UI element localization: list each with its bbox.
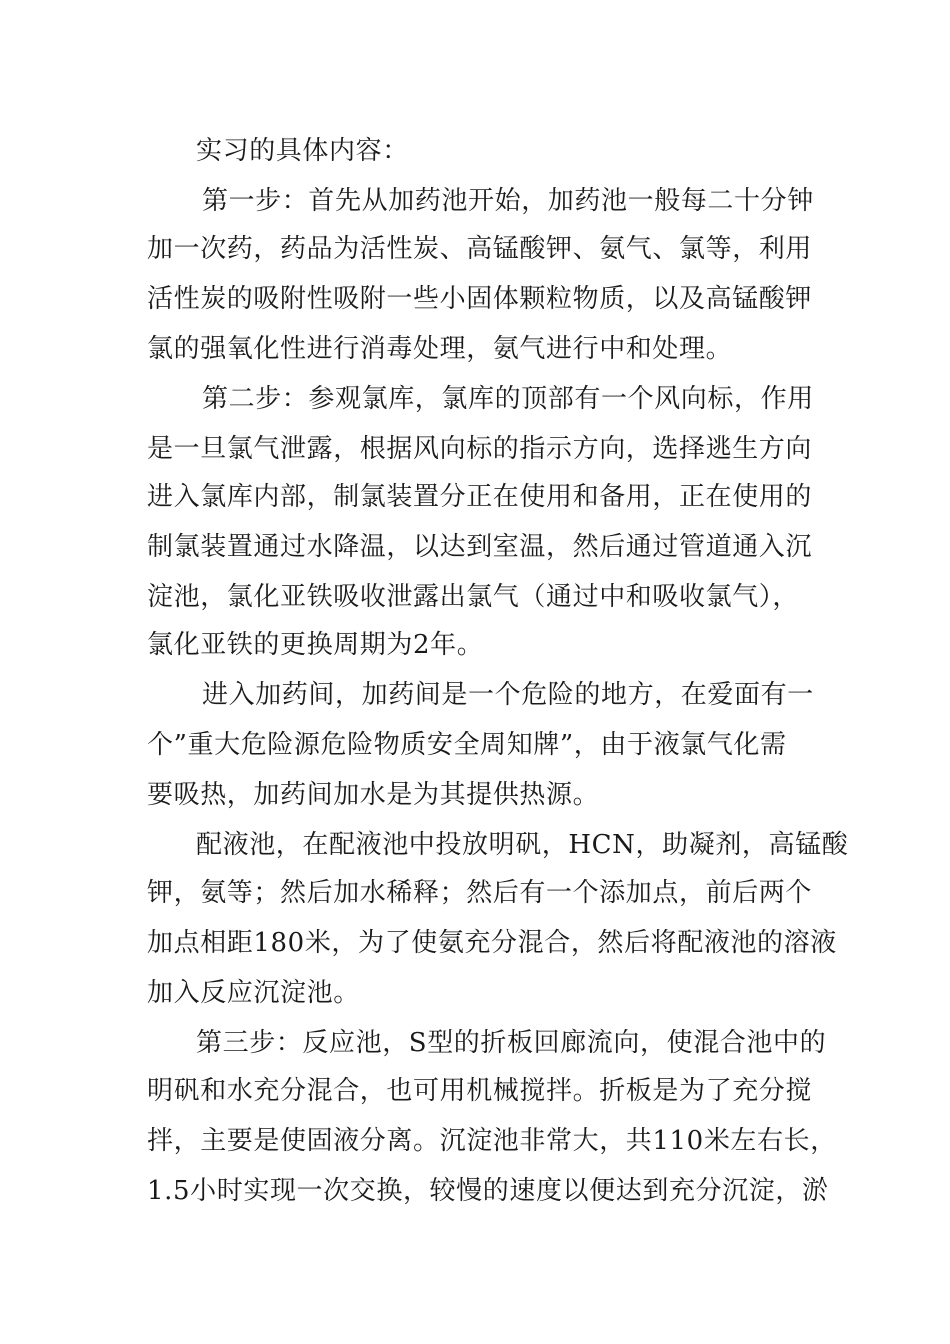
paragraph-mixing-tank-line: 加入反应沉淀池。 bbox=[147, 978, 360, 1008]
paragraph-dosing-room-line: 进入加药间，加药间是一个危险的地方，在爱面有一 bbox=[202, 680, 814, 710]
paragraph-step2-line: 淀池，氯化亚铁吸收泄露出氯气（通过中和吸收氯气）， bbox=[147, 582, 800, 612]
paragraph-step2-line: 第二步：参观氯库，氯库的顶部有一个风向标，作用 bbox=[202, 384, 814, 414]
paragraph-step3-line: 第三步：反应池，S型的折板回廊流向，使混合池中的 bbox=[196, 1028, 827, 1058]
paragraph-dosing-room-line: 要吸热，加药间加水是为其提供热源。 bbox=[147, 780, 600, 810]
paragraph-mixing-tank-line: 配液池，在配液池中投放明矾，HCN，助凝剂，高锰酸 bbox=[196, 830, 849, 860]
paragraph-step3-line: 拌，主要是使固液分离。沉淀池非常大，共110米左右长， bbox=[147, 1126, 837, 1156]
paragraph-step1-line: 活性炭的吸附性吸附一些小固体颗粒物质，以及高锰酸钾 bbox=[147, 284, 813, 314]
paragraph-step3-line: 明矾和水充分混合，也可用机械搅拌。折板是为了充分搅 bbox=[147, 1076, 813, 1106]
paragraph-mixing-tank-line: 钾，氨等；然后加水稀释；然后有一个添加点，前后两个 bbox=[147, 878, 813, 908]
paragraph-step2-line: 进入氯库内部，制氯装置分正在使用和备用，正在使用的 bbox=[147, 482, 813, 512]
section-heading: 实习的具体内容： bbox=[196, 136, 409, 166]
paragraph-step1-line: 第一步：首先从加药池开始，加药池一般每二十分钟 bbox=[202, 186, 814, 216]
paragraph-mixing-tank-line: 加点相距180米，为了使氨充分混合，然后将配液池的溶液 bbox=[147, 928, 837, 958]
paragraph-step1-line: 加一次药，药品为活性炭、高锰酸钾、氨气、氯等，利用 bbox=[147, 234, 813, 264]
paragraph-step3-line: 1.5小时实现一次交换，较慢的速度以便达到充分沉淀，淤 bbox=[147, 1176, 829, 1206]
paragraph-step2-line: 是一旦氯气泄露，根据风向标的指示方向，选择逃生方向 bbox=[147, 434, 813, 464]
paragraph-step1-line: 氯的强氧化性进行消毒处理，氨气进行中和处理。 bbox=[147, 334, 733, 364]
paragraph-step2-line: 氯化亚铁的更换周期为2年。 bbox=[147, 630, 484, 660]
paragraph-step2-line: 制氯装置通过水降温，以达到室温，然后通过管道通入沉 bbox=[147, 532, 813, 562]
paragraph-dosing-room-line: 个”重大危险源危险物质安全周知牌”，由于液氯气化需 bbox=[147, 730, 787, 760]
